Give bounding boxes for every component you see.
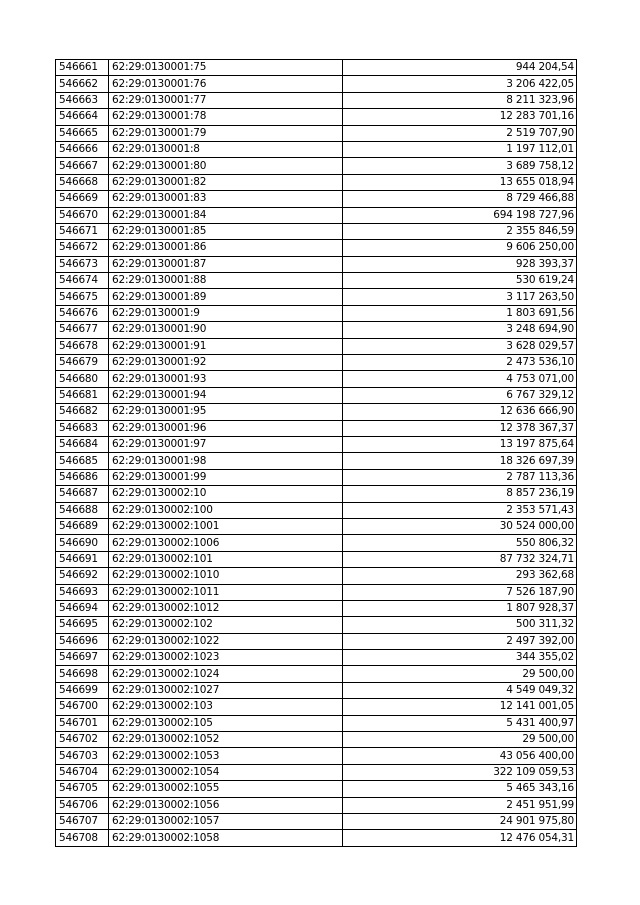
table-row	[56, 338, 577, 354]
cadastral-value-table	[55, 59, 577, 847]
table-row	[56, 436, 577, 452]
table-row	[56, 715, 577, 731]
table-row	[56, 355, 577, 371]
row-id-cell: 546672	[56, 240, 109, 256]
table-row	[56, 551, 577, 567]
row-id-cell: 546674	[56, 273, 109, 289]
row-id-cell: 546686	[56, 469, 109, 485]
table-row	[56, 518, 577, 534]
table-row	[56, 223, 577, 239]
cadastral-value-cell: 2 353 571,43	[343, 502, 577, 518]
cadastral-number-cell: 62:29:0130001:98	[109, 453, 343, 469]
cadastral-number-cell: 62:29:0130002:1024	[109, 666, 343, 682]
cadastral-number-cell: 62:29:0130002:1058	[109, 830, 343, 846]
cadastral-number-cell: 62:29:0130002:1053	[109, 748, 343, 764]
cadastral-value-cell: 2 787 113,36	[343, 469, 577, 485]
table-row	[56, 256, 577, 272]
table-row	[56, 568, 577, 584]
cadastral-value-cell: 12 141 001,05	[343, 699, 577, 715]
cadastral-number-cell: 62:29:0130001:96	[109, 420, 343, 436]
table-row	[56, 650, 577, 666]
table-row	[56, 240, 577, 256]
table-row	[56, 420, 577, 436]
row-id-cell: 546689	[56, 518, 109, 534]
table-row	[56, 158, 577, 174]
table-row	[56, 699, 577, 715]
cadastral-value-cell: 18 326 697,39	[343, 453, 577, 469]
row-id-cell: 546700	[56, 699, 109, 715]
cadastral-value-cell: 29 500,00	[343, 666, 577, 682]
cadastral-value-cell: 29 500,00	[343, 732, 577, 748]
row-id-cell: 546690	[56, 535, 109, 551]
cadastral-value-cell: 3 689 758,12	[343, 158, 577, 174]
row-id-cell: 546691	[56, 551, 109, 567]
cadastral-value-cell: 3 628 029,57	[343, 338, 577, 354]
cadastral-value-cell: 30 524 000,00	[343, 518, 577, 534]
cadastral-value-cell: 8 857 236,19	[343, 486, 577, 502]
cadastral-value-cell: 1 197 112,01	[343, 141, 577, 157]
cadastral-number-cell: 62:29:0130002:1012	[109, 600, 343, 616]
table-row	[56, 682, 577, 698]
cadastral-value-cell: 694 198 727,96	[343, 207, 577, 223]
row-id-cell: 546677	[56, 322, 109, 338]
cadastral-value-cell: 4 753 071,00	[343, 371, 577, 387]
cadastral-number-cell: 62:29:0130001:83	[109, 191, 343, 207]
row-id-cell: 546687	[56, 486, 109, 502]
cadastral-number-cell: 62:29:0130001:93	[109, 371, 343, 387]
table-row	[56, 92, 577, 108]
row-id-cell: 546681	[56, 387, 109, 403]
row-id-cell: 546694	[56, 600, 109, 616]
table-row	[56, 404, 577, 420]
row-id-cell: 546688	[56, 502, 109, 518]
table-row	[56, 289, 577, 305]
table-row	[56, 109, 577, 125]
cadastral-value-cell: 13 197 875,64	[343, 436, 577, 452]
cadastral-number-cell: 62:29:0130001:90	[109, 322, 343, 338]
cadastral-number-cell: 62:29:0130001:75	[109, 60, 343, 76]
cadastral-number-cell: 62:29:0130001:78	[109, 109, 343, 125]
table-row	[56, 600, 577, 616]
row-id-cell: 546684	[56, 436, 109, 452]
row-id-cell: 546682	[56, 404, 109, 420]
table-row	[56, 371, 577, 387]
cadastral-value-cell: 6 767 329,12	[343, 387, 577, 403]
cadastral-value-cell: 500 311,32	[343, 617, 577, 633]
table-row	[56, 764, 577, 780]
row-id-cell: 546664	[56, 109, 109, 125]
row-id-cell: 546666	[56, 141, 109, 157]
cadastral-number-cell: 62:29:0130002:1057	[109, 813, 343, 829]
cadastral-number-cell: 62:29:0130001:87	[109, 256, 343, 272]
row-id-cell: 546693	[56, 584, 109, 600]
table-row	[56, 60, 577, 76]
row-id-cell: 546696	[56, 633, 109, 649]
table-row	[56, 453, 577, 469]
row-id-cell: 546705	[56, 781, 109, 797]
cadastral-number-cell: 62:29:0130002:102	[109, 617, 343, 633]
cadastral-number-cell: 62:29:0130002:1023	[109, 650, 343, 666]
cadastral-value-cell: 12 476 054,31	[343, 830, 577, 846]
table-row	[56, 584, 577, 600]
cadastral-value-cell: 1 807 928,37	[343, 600, 577, 616]
row-id-cell: 546706	[56, 797, 109, 813]
cadastral-value-cell: 2 473 536,10	[343, 355, 577, 371]
row-id-cell: 546663	[56, 92, 109, 108]
cadastral-value-cell: 3 206 422,05	[343, 76, 577, 92]
row-id-cell: 546662	[56, 76, 109, 92]
table-row	[56, 748, 577, 764]
table-body	[56, 60, 577, 847]
cadastral-number-cell: 62:29:0130002:1022	[109, 633, 343, 649]
cadastral-number-cell: 62:29:0130001:94	[109, 387, 343, 403]
cadastral-number-cell: 62:29:0130001:8	[109, 141, 343, 157]
cadastral-number-cell: 62:29:0130001:80	[109, 158, 343, 174]
cadastral-number-cell: 62:29:0130002:1056	[109, 797, 343, 813]
cadastral-value-cell: 12 283 701,16	[343, 109, 577, 125]
cadastral-value-cell: 8 211 323,96	[343, 92, 577, 108]
row-id-cell: 546708	[56, 830, 109, 846]
table-row	[56, 732, 577, 748]
cadastral-number-cell: 62:29:0130002:105	[109, 715, 343, 731]
cadastral-number-cell: 62:29:0130002:103	[109, 699, 343, 715]
cadastral-number-cell: 62:29:0130002:10	[109, 486, 343, 502]
cadastral-number-cell: 62:29:0130002:1052	[109, 732, 343, 748]
cadastral-value-cell: 12 378 367,37	[343, 420, 577, 436]
table-row	[56, 830, 577, 846]
document-page	[55, 59, 577, 847]
cadastral-value-cell: 1 803 691,56	[343, 305, 577, 321]
row-id-cell: 546698	[56, 666, 109, 682]
cadastral-number-cell: 62:29:0130002:1027	[109, 682, 343, 698]
row-id-cell: 546673	[56, 256, 109, 272]
cadastral-number-cell: 62:29:0130002:1006	[109, 535, 343, 551]
row-id-cell: 546679	[56, 355, 109, 371]
table-row	[56, 781, 577, 797]
cadastral-number-cell: 62:29:0130002:101	[109, 551, 343, 567]
row-id-cell: 546670	[56, 207, 109, 223]
table-row	[56, 322, 577, 338]
cadastral-number-cell: 62:29:0130001:89	[109, 289, 343, 305]
table-row	[56, 633, 577, 649]
table-row	[56, 273, 577, 289]
row-id-cell: 546665	[56, 125, 109, 141]
cadastral-value-cell: 530 619,24	[343, 273, 577, 289]
cadastral-number-cell: 62:29:0130002:1055	[109, 781, 343, 797]
cadastral-value-cell: 43 056 400,00	[343, 748, 577, 764]
row-id-cell: 546701	[56, 715, 109, 731]
cadastral-number-cell: 62:29:0130001:99	[109, 469, 343, 485]
cadastral-value-cell: 2 497 392,00	[343, 633, 577, 649]
table-row	[56, 469, 577, 485]
table-row	[56, 486, 577, 502]
cadastral-value-cell: 12 636 666,90	[343, 404, 577, 420]
cadastral-number-cell: 62:29:0130001:77	[109, 92, 343, 108]
cadastral-number-cell: 62:29:0130001:97	[109, 436, 343, 452]
row-id-cell: 546685	[56, 453, 109, 469]
table-row	[56, 502, 577, 518]
table-row	[56, 666, 577, 682]
cadastral-value-cell: 3 248 694,90	[343, 322, 577, 338]
cadastral-number-cell: 62:29:0130001:95	[109, 404, 343, 420]
row-id-cell: 546675	[56, 289, 109, 305]
row-id-cell: 546695	[56, 617, 109, 633]
cadastral-number-cell: 62:29:0130001:85	[109, 223, 343, 239]
row-id-cell: 546692	[56, 568, 109, 584]
row-id-cell: 546661	[56, 60, 109, 76]
row-id-cell: 546680	[56, 371, 109, 387]
table-row	[56, 535, 577, 551]
table-row	[56, 387, 577, 403]
table-row	[56, 797, 577, 813]
cadastral-number-cell: 62:29:0130001:82	[109, 174, 343, 190]
row-id-cell: 546707	[56, 813, 109, 829]
row-id-cell: 546671	[56, 223, 109, 239]
cadastral-value-cell: 293 362,68	[343, 568, 577, 584]
table-row	[56, 141, 577, 157]
row-id-cell: 546703	[56, 748, 109, 764]
cadastral-number-cell: 62:29:0130001:86	[109, 240, 343, 256]
cadastral-value-cell: 2 451 951,99	[343, 797, 577, 813]
table-row	[56, 174, 577, 190]
table-row	[56, 305, 577, 321]
row-id-cell: 546668	[56, 174, 109, 190]
row-id-cell: 546667	[56, 158, 109, 174]
table-row	[56, 125, 577, 141]
cadastral-number-cell: 62:29:0130001:84	[109, 207, 343, 223]
cadastral-value-cell: 5 431 400,97	[343, 715, 577, 731]
cadastral-value-cell: 2 355 846,59	[343, 223, 577, 239]
cadastral-value-cell: 344 355,02	[343, 650, 577, 666]
table-row	[56, 617, 577, 633]
cadastral-value-cell: 5 465 343,16	[343, 781, 577, 797]
cadastral-number-cell: 62:29:0130002:1054	[109, 764, 343, 780]
cadastral-number-cell: 62:29:0130001:92	[109, 355, 343, 371]
row-id-cell: 546702	[56, 732, 109, 748]
cadastral-value-cell: 13 655 018,94	[343, 174, 577, 190]
row-id-cell: 546699	[56, 682, 109, 698]
cadastral-value-cell: 550 806,32	[343, 535, 577, 551]
cadastral-value-cell: 944 204,54	[343, 60, 577, 76]
cadastral-value-cell: 4 549 049,32	[343, 682, 577, 698]
cadastral-value-cell: 7 526 187,90	[343, 584, 577, 600]
row-id-cell: 546669	[56, 191, 109, 207]
row-id-cell: 546683	[56, 420, 109, 436]
cadastral-value-cell: 928 393,37	[343, 256, 577, 272]
cadastral-number-cell: 62:29:0130001:9	[109, 305, 343, 321]
row-id-cell: 546697	[56, 650, 109, 666]
cadastral-value-cell: 9 606 250,00	[343, 240, 577, 256]
cadastral-value-cell: 2 519 707,90	[343, 125, 577, 141]
cadastral-number-cell: 62:29:0130002:100	[109, 502, 343, 518]
row-id-cell: 546678	[56, 338, 109, 354]
cadastral-number-cell: 62:29:0130001:79	[109, 125, 343, 141]
table-row	[56, 813, 577, 829]
cadastral-number-cell: 62:29:0130002:1001	[109, 518, 343, 534]
cadastral-value-cell: 8 729 466,88	[343, 191, 577, 207]
cadastral-value-cell: 322 109 059,53	[343, 764, 577, 780]
cadastral-number-cell: 62:29:0130002:1011	[109, 584, 343, 600]
cadastral-number-cell: 62:29:0130002:1010	[109, 568, 343, 584]
table-row	[56, 191, 577, 207]
cadastral-number-cell: 62:29:0130001:76	[109, 76, 343, 92]
table-row	[56, 207, 577, 223]
cadastral-value-cell: 24 901 975,80	[343, 813, 577, 829]
row-id-cell: 546704	[56, 764, 109, 780]
row-id-cell: 546676	[56, 305, 109, 321]
table-row	[56, 76, 577, 92]
cadastral-value-cell: 87 732 324,71	[343, 551, 577, 567]
cadastral-number-cell: 62:29:0130001:91	[109, 338, 343, 354]
cadastral-number-cell: 62:29:0130001:88	[109, 273, 343, 289]
cadastral-value-cell: 3 117 263,50	[343, 289, 577, 305]
